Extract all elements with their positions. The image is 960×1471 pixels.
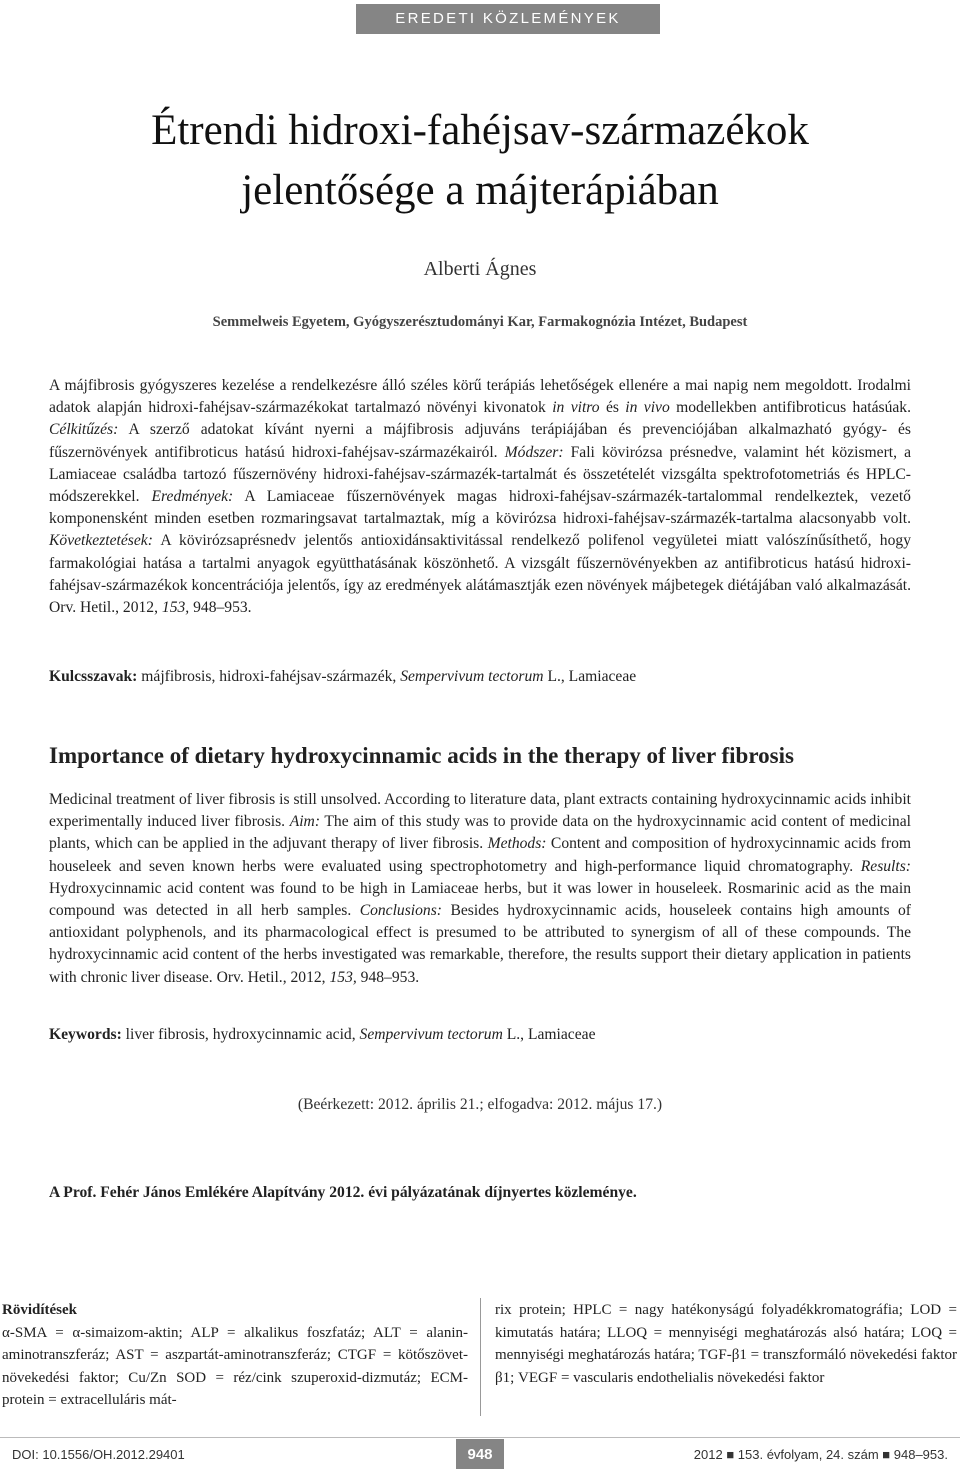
abbreviations-right-column xyxy=(495,1299,957,1389)
article-title-line-2: jelentősége a májterápiában xyxy=(241,167,719,214)
column-divider xyxy=(480,1298,481,1416)
abbreviations-left-text: α-SMA = α-simaizom-aktin; ALP = alkalikus foszfatáz; ALT = alanin-aminotranszferáz; AST = aszpartát-aminotranszferáz; CTGF = kötőszövet-növekedési faktor; Cu/Zn SOD = réz/cink szuperoxid-dizmutáz; ECM-protein = extracelluláris mát- xyxy=(2,1324,468,1409)
author-name: Alberti Ágnes xyxy=(423,258,537,280)
received-dates: (Beérkezett: 2012. április 21.; elfogadva: 2012. május 17.) xyxy=(297,1096,663,1113)
issue-info: 2012 ■ 153. évfolyam, 24. szám ■ 948–953. xyxy=(693,1447,948,1462)
english-keywords: Keywords: liver fibrosis, hydroxycinnamic acid, Sempervivum tectorum L., Lamiaceae xyxy=(49,1026,596,1043)
abbreviations-right-text: rix protein; HPLC = nagy hatékonyságú folyadékkromatográfia; LOD = kimutatás határa; LLOQ = mennyiségi meghatározás alsó határa; LOQ = mennyiségi meghatározás határa; TGF-β1 = transzformáló növekedési faktor β1; VEGF = vascularis endothelialis növekedési faktor xyxy=(495,1302,957,1386)
english-abstract: Medicinal treatment of liver fibrosis is still unsolved. According to literature data, plant extracts containing hydroxycinnamic acids inhibit experimentally induced liver fibrosis. Aim: The aim of this study was to provide data on the hydroxycinnamic acid content of medicinal plants, which can be applied in the adjuvant therapy of liver fibrosis. Methods: Content and composition of hydroxycinnamic acids from houseleek and seven known herbs were evaluated using spectrophotometry and high-performance liquid chromatography. Results: Hydroxycinnamic acid content was found to be high in Lamiaceae herbs, but it was lower in houseleek. Rosmarinic acid as the main compound was detected in all herb samples. Conclusions: Besides hydroxycinnamic acids, houseleek contains high amounts of antioxidant polyphenols, and its pharmacological effect is presumed to be attributed to synergism of all of these compounds. The hydroxycinnamic acid content of the herbs investigated was remarkable, therefore, the results support their dietary application in patients with chronic liver disease. Orv. Hetil., 2012, 153, 948–953. xyxy=(49,791,911,986)
prize-note: A Prof. Fehér János Emlékére Alapítvány 2012. évi pályázatának díjnyertes közleménye. xyxy=(49,1184,637,1201)
hungarian-keywords: Kulcsszavak: májfibrosis, hidroxi-fahéjsav-származék, Sempervivum tectorum L., Lamiaceae xyxy=(49,668,637,685)
page-footer xyxy=(0,1437,960,1471)
hungarian-abstract: A májfibrosis gyógyszeres kezelése a rendelkezésre álló széles körű terápiás lehetőségek ellenére a mai napig nem megoldott. Irodalmi adatok alapján hidroxi-fahéjsav-származékokat tartalmazó növényi kivonatok in vitro és in vivo modellekben antifibroticus hatásúak. Célkitűzés: A szerző adatokat kívánt nyerni a májfibrosis adjuváns terápiájában és prevenciójában alkalmazható gyógy- és fűszernövények antifibroticus hatású hidroxi-fahéjsav-származékairól. Módszer: Fali kövirózsa présnedve, valamint hét közismert, a Lamiaceae családba tartozó fűszernövény hidroxi-fahéjsav-származék-tartalmát és összetételét vizsgálta spektrofotometriás és HPLC-módszerekkel. Eredmények: A Lamiaceae fűszernövények magas hidroxi-fahéjsav-származék-tartalommal rendelkeztek, vezető komponensként minden esetben rozmaringsavat tartalmaztak, míg a kövirózsa hidroxi-fahéjsav-származék-tartalma alacsonyabb volt. Következtetések: A kövirózsaprésnedv jelentős antioxidánsaktivitással rendelkező polifenol vegyületei miatt valószínűsíthető, hogy farmakológiai hatása a tartalmi anyagok együtthatásának köszönhető. A vizsgált fűszernövényekben az antifibroticus hatású hidroxi-fahéjsav-származékok koncentrációja jelentős, így az eredmények alátámasztják ezen növények májbetegek diétájában való alkalmazását. Orv. Hetil., 2012, 153, 948–953. xyxy=(49,377,911,617)
section-label: EREDETI KÖZLEMÉNYEK xyxy=(356,4,660,34)
english-title: Importance of dietary hydroxycinnamic acids in the therapy of liver fibrosis xyxy=(49,743,794,768)
abbreviations-left-column xyxy=(2,1299,468,1412)
page-number: 948 xyxy=(456,1439,504,1469)
article-title-line-1: Étrendi hidroxi-fahéjsav-származékok xyxy=(151,107,809,154)
abbreviations-heading: Rövidítések xyxy=(2,1302,77,1318)
doi: DOI: 10.1556/OH.2012.29401 xyxy=(12,1447,185,1462)
author-affiliation: Semmelweis Egyetem, Gyógyszerésztudományi Kar, Farmakognózia Intézet, Budapest xyxy=(212,314,748,330)
